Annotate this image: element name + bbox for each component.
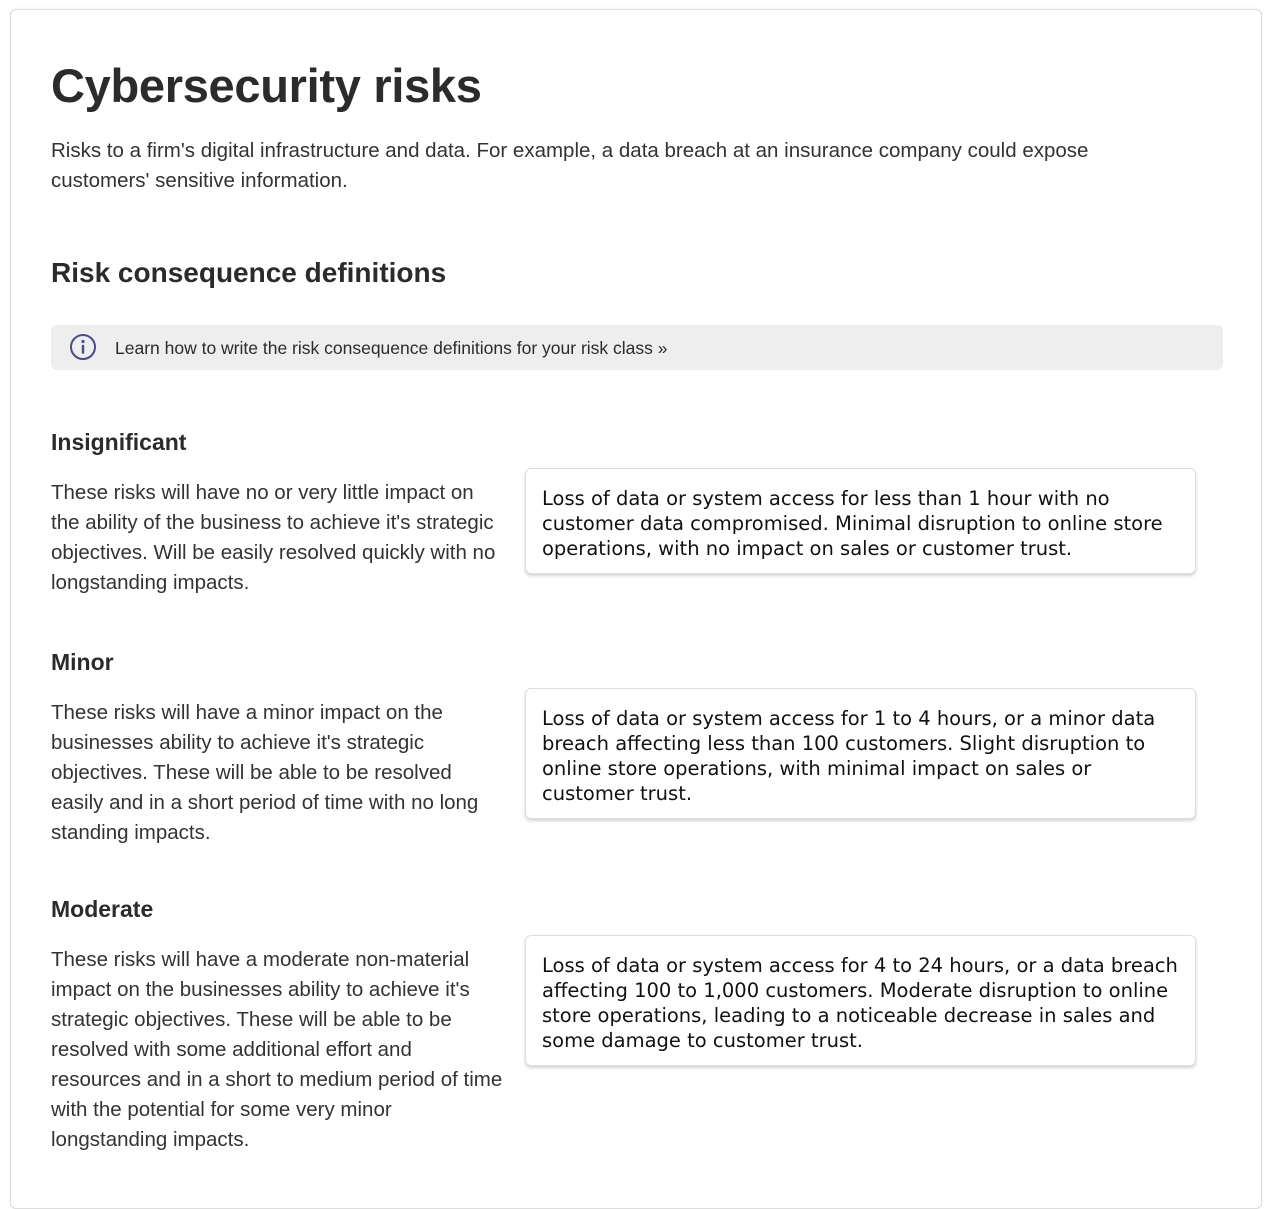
page-description: Risks to a firm's digital infrastructure and data. For example, a data breach at an insurance company could expose customers' sensitive information.: [51, 139, 1089, 192]
section-title: Risk consequence definitions: [51, 257, 447, 288]
info-banner: [51, 325, 1223, 370]
level-title: Minor: [51, 649, 114, 675]
info-icon: [69, 333, 97, 361]
level-description: These risks will have no or very little impact on the ability of the business to achieve it's strategic objectives. Will be easily resolved quickly with no longstanding impacts.: [51, 481, 496, 594]
level-description: These risks will have a minor impact on the businesses ability to achieve it's strategic objectives. These will be able to be resolved easily and in a short period of time with no long standing impacts.: [51, 701, 479, 844]
definition-input-insignificant[interactable]: Loss of data or system access for less than 1 hour with no customer data compromised. Minimal disruption to online store operations, with no impact on sales or customer trust.: [525, 468, 1196, 574]
page-title: Cybersecurity risks: [51, 59, 482, 112]
content-card: [10, 9, 1262, 1209]
definition-input-minor[interactable]: Loss of data or system access for 1 to 4 hours, or a minor data breach affecting less than 100 customers. Slight disruption to online store operations, with minimal impact on sales or customer trust.: [525, 688, 1196, 819]
info-banner-link[interactable]: Learn how to write the risk consequence definitions for your risk class »: [115, 338, 668, 358]
level-description: These risks will have a moderate non-material impact on the businesses ability to achieve it's strategic objectives. These will be able to be resolved with some additional effort and resources and in a short to medium period of time with the potential for some very minor longstanding impacts.: [51, 948, 503, 1151]
level-title: Moderate: [51, 896, 154, 922]
definition-input-moderate[interactable]: Loss of data or system access for 4 to 24 hours, or a data breach affecting 100 to 1,000 customers. Moderate disruption to online store operations, leading to a noticeable decrease in sales and some damage to customer trust.: [525, 935, 1196, 1066]
level-title: Insignificant: [51, 429, 187, 455]
